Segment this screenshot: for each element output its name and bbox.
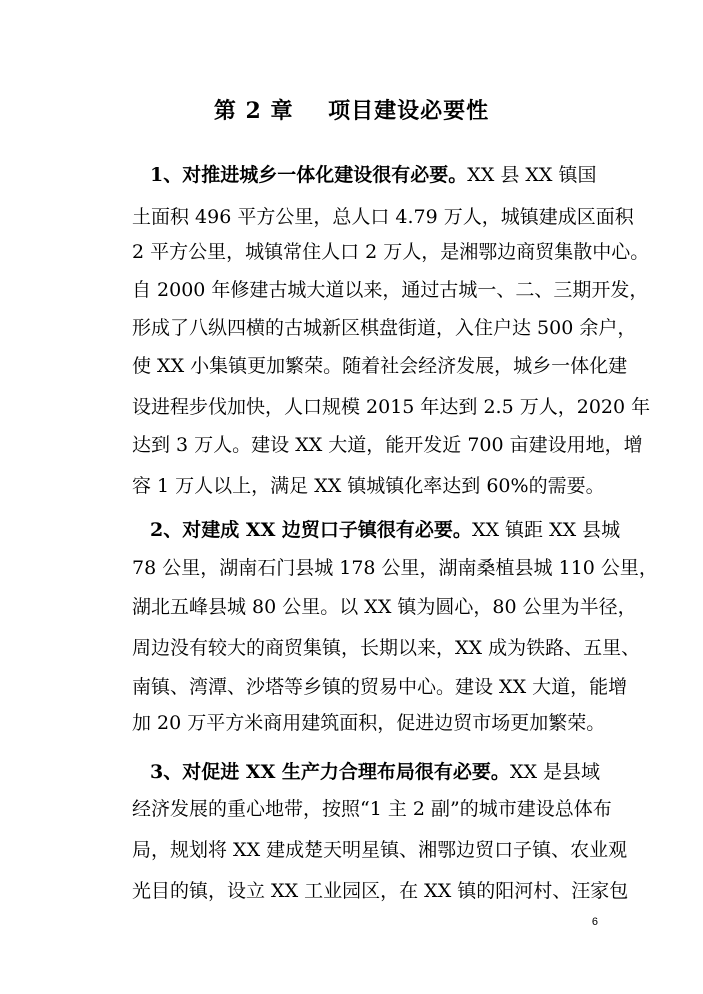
paragraph-1-heading: 1、对推进城乡一体化建设很有必要。: [150, 164, 468, 186]
paragraph-2-line-4: 周边没有较大的商贸集镇，长期以来，XX 成为铁路、五里、: [132, 637, 641, 659]
paragraph-3-line-2: 经济发展的重心地带，按照“1 主 2 副”的城市建设总体布: [132, 798, 612, 820]
paragraph-2-text: XX 镇距 XX 县城: [471, 519, 621, 541]
paragraph-3-text: XX 是县域: [509, 761, 601, 783]
paragraph-3-line-1: [150, 760, 600, 784]
paragraph-1-line-2: 土面积 496 平方公里，总人口 4.79 万人，城镇建成区面积: [132, 206, 634, 228]
paragraph-1-line-5: 形成了八纵四横的古城新区棋盘街道，入住户达 500 余户，: [132, 317, 637, 339]
paragraph-1-line-7: 设进程步伐加快，人口规模 2015 年达到 2.5 万人，2020 年: [132, 396, 651, 418]
paragraph-3-line-4: 光目的镇，设立 XX 工业园区，在 XX 镇的阳河村、汪家包: [132, 880, 629, 902]
paragraph-3-line-3: 局，规划将 XX 建成楚天明星镇、湘鄂边贸口子镇、农业观: [132, 839, 628, 861]
paragraph-2-line-5: 南镇、湾潭、沙塔等乡镇的贸易中心。建设 XX 大道，能增: [132, 676, 628, 698]
paragraph-1-line-1: [150, 163, 596, 187]
paragraph-1-line-8: 达到 3 万人。建设 XX 大道，能开发近 700 亩建设用地，增: [132, 434, 643, 456]
paragraph-2-line-6: 加 20 万平方米商用建筑面积，促进边贸市场更加繁荣。: [132, 712, 606, 734]
paragraph-1-line-6: 使 XX 小集镇更加繁荣。随着社会经济发展，城乡一体化建: [132, 355, 628, 377]
paragraph-2-line-1: [150, 518, 620, 542]
page-number: 6: [591, 916, 598, 928]
paragraph-1-text: XX 县 XX 镇国: [467, 164, 597, 186]
chapter-title: 第 2 章 项目建设必要性: [213, 98, 490, 124]
paragraph-1-line-3: 2 平方公里，城镇常住人口 2 万人，是湘鄂边商贸集散中心。: [132, 241, 650, 263]
paragraph-2-line-3: 湖北五峰县城 80 公里。以 XX 镇为圆心，80 公里为半径，: [132, 596, 637, 618]
paragraph-1-line-9: 容 1 万人以上，满足 XX 镇城镇化率达到 60%的需要。: [132, 475, 605, 497]
paragraph-3-heading: 3、对促进 XX 生产力合理布局很有必要。: [150, 761, 510, 783]
paragraph-2-heading: 2、对建成 XX 边贸口子镇很有必要。: [150, 519, 472, 541]
paragraph-1-line-4: 自 2000 年修建古城大道以来，通过古城一、二、三期开发，: [132, 279, 649, 301]
paragraph-2-line-2: 78 公里，湖南石门县城 178 公里，湖南桑植县城 110 公里，: [132, 557, 658, 579]
